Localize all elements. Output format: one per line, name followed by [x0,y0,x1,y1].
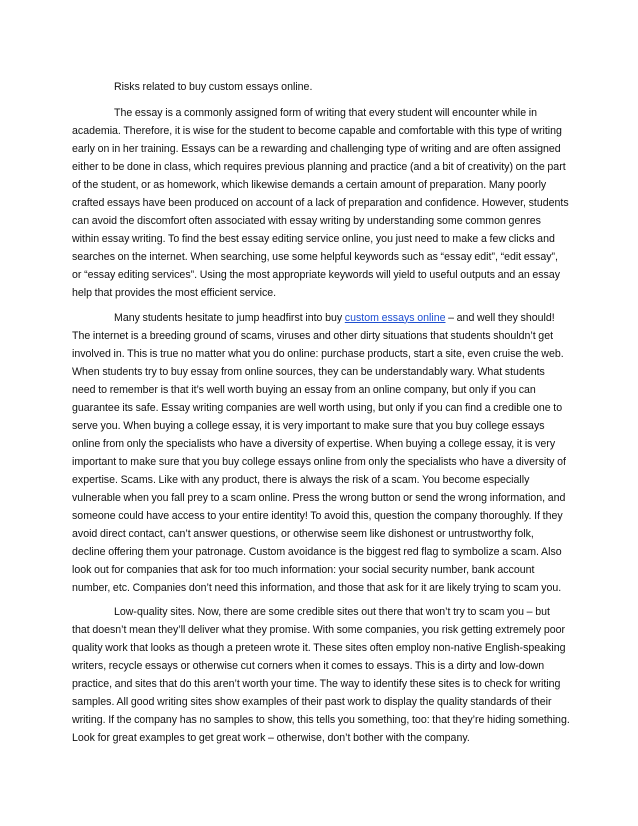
paragraph-essay-intro: The essay is a commonly assigned form of writing that every student will encounter while in academia. Therefore, it is wise for the student to become capable and comfortable with this type of writing early on in her training. Essays can be a rewarding and challenging type of writing and are often assigned either to be done in class, which requires previous planning and practice (and a bit of creativity) on the part of the student, or as homework, which likewise demands a certain amount of preparation. Many poorly crafted essays have been produced on account of a lack of preparation and confidence. However, students can avoid the discomfort often associated with essay writing by understanding some common genres within essay writing. To find the best essay editing service online, you just need to make a few clicks and searches on the internet. When searching, use some helpful keywords such as “essay edit”, “edit essay”, or “essay editing services”. Using the most appropriate keywords will yield to useful outputs and an essay help that provides the most efficient service. [72,107,569,299]
custom-essays-online-link[interactable]: custom essays online [344,311,446,324]
document-title: Risks related to buy custom essays online. [114,81,313,93]
paragraph-scams [72,309,570,597]
paragraph-scams-text-start: Many students hesitate to jump headfirst into buy [114,311,345,324]
paragraph-low-quality-sites: Low-quality sites. Now, there are some credible sites out there that won’t try to scam you – but that doesn’t mean they’ll deliver what they promise. With some companies, you risk getting extremely poor quality work that looks as though a preteen wrote it. These sites often employ non-native English-speaking writers, recycle essays or otherwise cut corners when it comes to essays. This is a dirty and low-down practice, and sites that do this aren’t worth your time. The way to identify these sites is to check for writing samples. All good writing sites show examples of their past work to display the quality standards of their writing. If the company has no samples to show, this tells you something, too: that they’re hiding something. Look for great examples to get great work – otherwise, don’t bother with the company. [72,606,570,744]
paragraph-scams-text-end: – and well they should! The internet is a breeding ground of scams, viruses and other dirty situations that students shouldn’t get involved in. This is true no matter what you do online: purchase products, start a site, even cruise the web. When students try to buy essay from online sources, they can be understandably wary. What students need to remember is that it’s well worth buying an essay from an online company, but only if you can guarantee its safe. Essay writing companies are well worth using, but only if you can find a credible one to serve you. When buying a college essay, it is very important to make sure that you buy college essays online from only the specialists who have a diversity of expertise. When buying a college essay, it is very important to make sure that you buy college essays online from only the specialists who have a diversity of expertise. Scams. Like with any product, there is always the risk of a scam. You become especially vulnerable when you fall prey to a scam online. Press the wrong button or send the wrong information, and someone could have access to your entire identity! To avoid this, question the company thoroughly. If they avoid direct contact, can’t answer questions, or otherwise seem like dishonest or untrustworthy folk, decline offering them your patronage. Custom avoidance is the biggest red flag to symbolize a scam. Also look out for companies that ask for too much information: your social security number, bank account number, etc. Companies don’t need this information, and those that ask for it are likely trying to scam you. [72,311,566,594]
